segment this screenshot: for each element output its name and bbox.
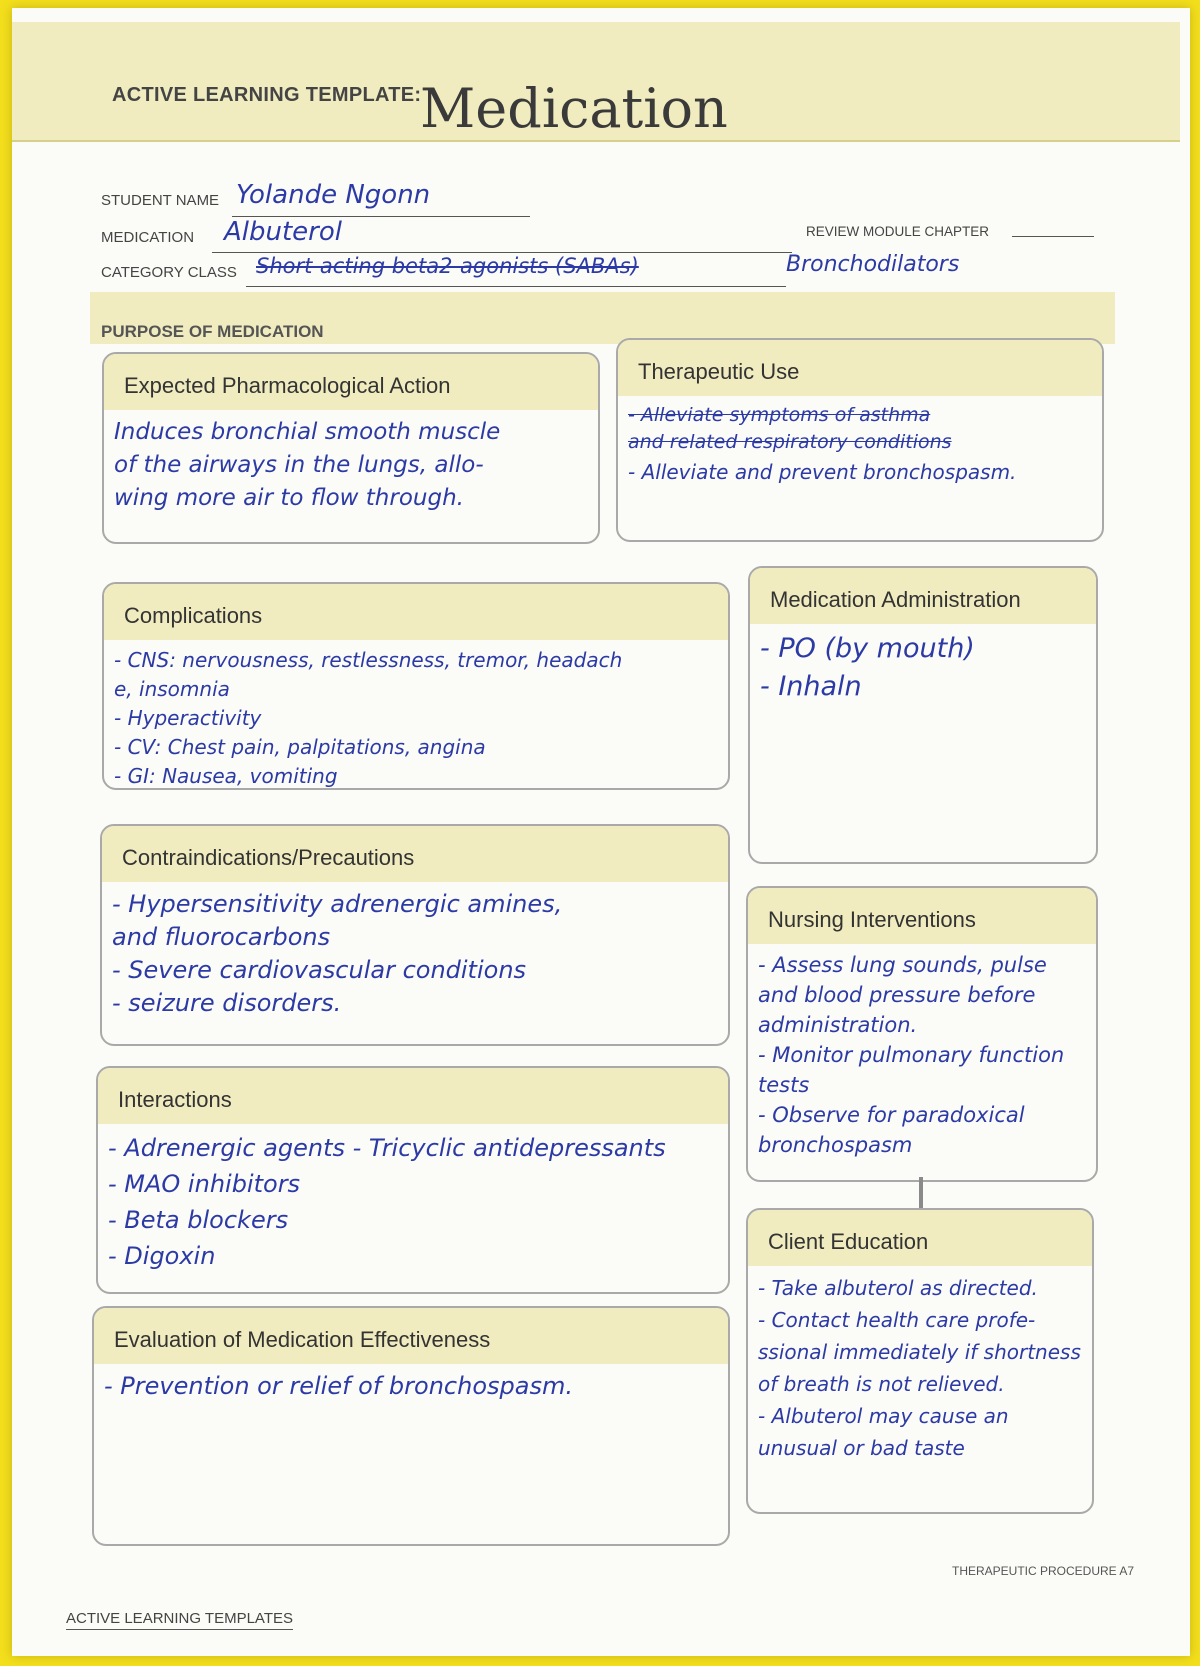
therapeutic-use-box — [616, 338, 1104, 542]
client-education-body[interactable] — [748, 1266, 1092, 1470]
medication-administration-body[interactable] — [750, 624, 1096, 712]
complications-body[interactable] — [104, 640, 728, 790]
evaluation-title: Evaluation of Medication Effectiveness — [94, 1308, 728, 1364]
category-class-label: CATEGORY CLASS — [101, 264, 237, 281]
complications-line: - CV: Chest pain, palpitations, angina — [114, 735, 486, 759]
contraindications-title: Contraindications/Precautions — [102, 826, 728, 882]
category-class-value[interactable]: Bronchodilators — [786, 252, 960, 277]
therapeutic-use-title: Therapeutic Use — [618, 340, 1102, 396]
expected-action-line: Induces bronchial smooth muscle — [114, 419, 501, 445]
medication-administration-line: - PO (by mouth) — [760, 633, 975, 664]
client-education-line: - Contact health care profe- — [758, 1308, 1036, 1332]
medication-administration-line: - Inhaln — [760, 671, 862, 702]
category-class-line — [246, 286, 786, 287]
complications-line: - GI: Nausea, vomiting — [114, 764, 338, 788]
template-label: ACTIVE LEARNING TEMPLATE: — [112, 84, 422, 106]
contraindications-line: and fluorocarbons — [112, 923, 331, 951]
client-education-line: of breath is not relieved. — [758, 1372, 1005, 1396]
nursing-interventions-line: - Monitor pulmonary function — [758, 1043, 1065, 1067]
complications-line: - CNS: nervousness, restlessness, tremor, headach — [114, 648, 623, 672]
therapeutic-use-line: - Alleviate and prevent bronchospasm. — [628, 460, 1017, 484]
nursing-interventions-box — [746, 886, 1098, 1182]
evaluation-box — [92, 1306, 730, 1546]
medication-label: MEDICATION — [101, 229, 195, 246]
therapeutic-use-struck-line: and related respiratory conditions — [628, 431, 952, 453]
therapeutic-use-body[interactable] — [618, 396, 1102, 495]
client-education-line: - Albuterol may cause an — [758, 1404, 1009, 1428]
complications-title: Complications — [104, 584, 728, 640]
medication-line — [212, 252, 792, 253]
client-education-title: Client Education — [748, 1210, 1092, 1266]
expected-action-line: wing more air to flow through. — [114, 485, 464, 511]
client-education-line: ssional immediately if shortness — [758, 1340, 1081, 1364]
footer-series-label: ACTIVE LEARNING TEMPLATES — [66, 1610, 293, 1630]
review-module-label: REVIEW MODULE CHAPTER — [806, 224, 990, 239]
complications-line: - Hyperactivity — [114, 706, 262, 730]
nursing-interventions-line: - Observe for paradoxical — [758, 1103, 1025, 1127]
interactions-box — [96, 1066, 730, 1294]
review-module-line — [1012, 236, 1094, 237]
nursing-interventions-line: administration. — [758, 1013, 918, 1037]
contraindications-body[interactable] — [102, 882, 728, 1026]
therapeutic-use-struck-line: - Alleviate symptoms of asthma — [628, 404, 931, 426]
interactions-title: Interactions — [98, 1068, 728, 1124]
nursing-interventions-body[interactable] — [748, 944, 1096, 1166]
contraindications-line: - Hypersensitivity adrenergic amines, — [112, 890, 563, 918]
nursing-interventions-title: Nursing Interventions — [748, 888, 1096, 944]
client-education-box — [746, 1208, 1094, 1514]
contraindications-line: - Severe cardiovascular conditions — [112, 956, 527, 984]
purpose-label: PURPOSE OF MEDICATION — [101, 322, 324, 341]
client-education-line: - Take albuterol as directed. — [758, 1276, 1038, 1300]
student-name-label: STUDENT NAME — [101, 192, 220, 209]
student-name-value[interactable]: Yolande Ngonn — [236, 180, 431, 210]
expected-action-line: of the airways in the lungs, allo- — [114, 452, 484, 478]
medication-value[interactable]: Albuterol — [224, 217, 343, 247]
category-class-struck: Short-acting beta2-agonists (SABAs) — [256, 254, 639, 278]
nursing-interventions-line: and blood pressure before — [758, 983, 1036, 1007]
client-education-line: unusual or bad taste — [758, 1436, 965, 1460]
medication-administration-box — [748, 566, 1098, 864]
evaluation-body[interactable] — [94, 1364, 728, 1409]
interactions-line: - MAO inhibitors — [108, 1170, 301, 1198]
evaluation-line: - Prevention or relief of bronchospasm. — [104, 1372, 573, 1400]
connector-line — [919, 1177, 923, 1211]
medication-administration-title: Medication Administration — [750, 568, 1096, 624]
nursing-interventions-line: tests — [758, 1073, 810, 1097]
nursing-interventions-line: - Assess lung sounds, pulse — [758, 953, 1047, 977]
expected-action-body[interactable] — [104, 410, 598, 521]
template-title: Medication — [420, 77, 728, 140]
contraindications-line: - seizure disorders. — [112, 989, 342, 1017]
footer-page-label: THERAPEUTIC PROCEDURE A7 — [952, 1564, 1135, 1578]
interactions-body[interactable] — [98, 1124, 728, 1280]
interactions-line: - Adrenergic agents - Tricyclic antidepressants — [108, 1134, 666, 1162]
interactions-line: - Digoxin — [108, 1242, 216, 1270]
expected-action-title: Expected Pharmacological Action — [104, 354, 598, 410]
nursing-interventions-line: bronchospasm — [758, 1133, 913, 1157]
expected-action-box — [102, 352, 600, 544]
contraindications-box — [100, 824, 730, 1046]
interactions-line: - Beta blockers — [108, 1206, 289, 1234]
complications-box — [102, 582, 730, 790]
complications-line: e, insomnia — [114, 677, 230, 701]
